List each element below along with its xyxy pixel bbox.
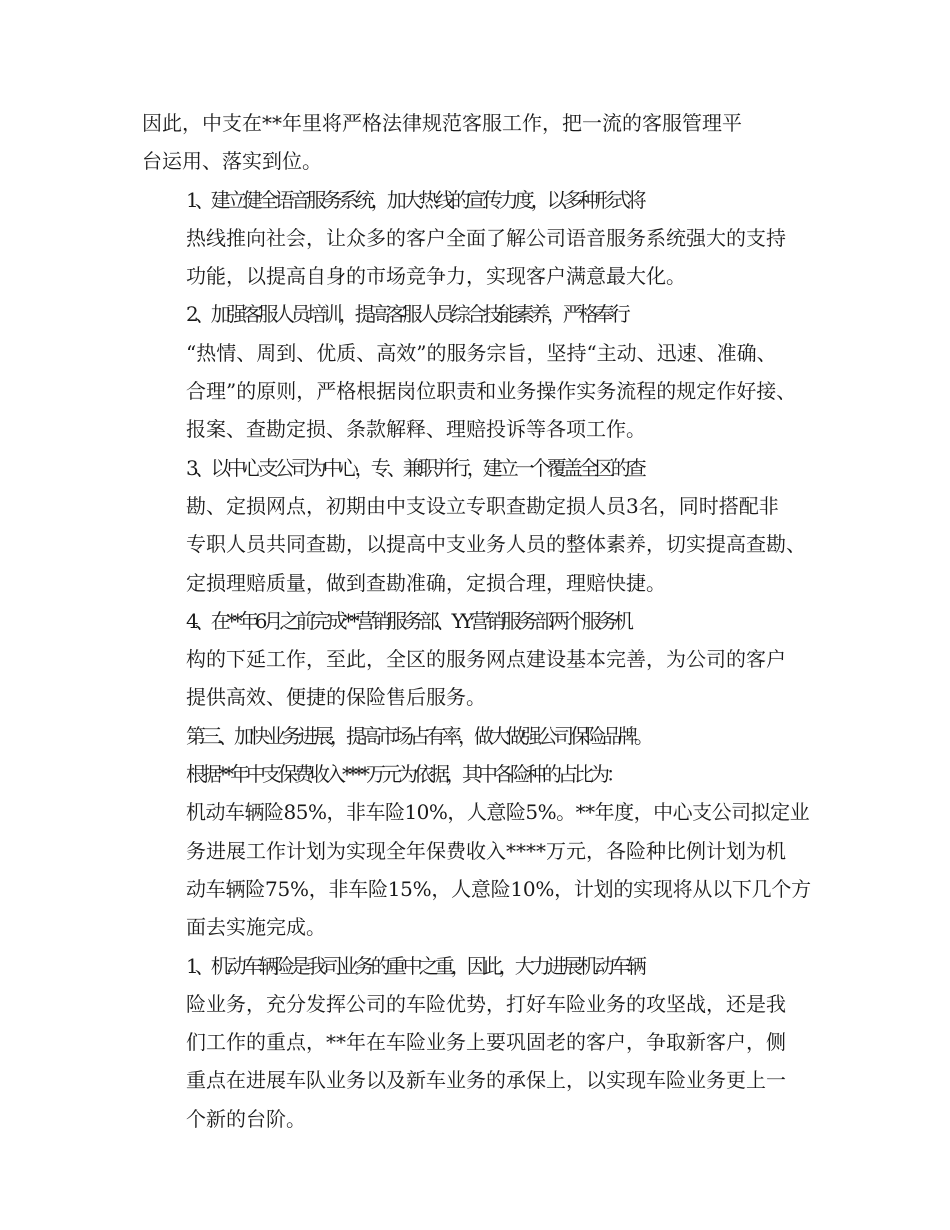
text-line: 功能，以提高自身的市场竞争力，实现客户满意最大化。 bbox=[186, 264, 686, 289]
paragraph-p4 bbox=[142, 602, 812, 717]
text-line: 们工作的重点，**年在车险业务上要巩固老的客户，争取新客户，侧 bbox=[186, 1030, 786, 1055]
text-line: 根据**年中支保费收入****万元为依据，其中各险种的占比为： bbox=[186, 762, 622, 787]
text-line: 热线推向社会，让众多的客户全面了解公司语音服务系统强大的支持 bbox=[186, 225, 786, 250]
text-line: 3、以中心支公司为中心，专、兼职并行，建立一个覆盖全区的查 bbox=[186, 455, 643, 480]
paragraph-p1 bbox=[142, 181, 812, 296]
text-line: 务进展工作计划为实现全年保费收入****万元，各险种比例计划为机 bbox=[186, 838, 786, 863]
text-line: 动车辆险75%，非车险15%，人意险10%，计划的实现将从以下几个方 bbox=[186, 876, 811, 901]
text-line: 重点在进展车队业务以及新车业务的承保上，以实现车险业务更上一 bbox=[186, 1068, 786, 1093]
paragraph-p0 bbox=[142, 104, 812, 181]
text-line: 机动车辆险85%，非车险10%，人意险5%。**年度，中心支公司拟定业 bbox=[186, 800, 810, 825]
text-line: 4、在**年6月之前完成**营销服务部、YY营销服务部两个服务机 bbox=[186, 608, 630, 633]
text-line: 1、机动车辆险是我司业务的重中之重，因此，大力进展机动车辆 bbox=[186, 953, 643, 978]
text-line: 个新的台阶。 bbox=[186, 1106, 306, 1131]
paragraph-p6 bbox=[142, 755, 812, 946]
text-line: 报案、查勘定损、条款解释、理赔投诉等各项工作。 bbox=[186, 417, 646, 442]
text-line: 面去实施完成。 bbox=[186, 915, 326, 940]
text-line: 定损理赔质量，做到查勘准确，定损合理，理赔快捷。 bbox=[186, 570, 666, 595]
paragraph-p7 bbox=[142, 947, 812, 1138]
text-line: 险业务，充分发挥公司的车险优势，打好车险业务的攻坚战，还是我 bbox=[186, 991, 786, 1016]
text-line: 勘、定损网点，初期由中支设立专职查勘定损人员3名，同时搭配非 bbox=[186, 493, 779, 518]
text-line: 专职人员共同查勘，以提高中支业务人员的整体素养，切实提高查勘、 bbox=[186, 532, 806, 557]
paragraph-p5 bbox=[142, 717, 812, 755]
text-line: 1、建立健全语音服务系统，加大热线的宣传力度，以多种形式将 bbox=[186, 187, 643, 212]
text-line: 合理”的原则，严格根据岗位职责和业务操作实务流程的规定作好接、 bbox=[186, 379, 797, 404]
text-line: 提供高效、便捷的保险售后服务。 bbox=[186, 685, 486, 710]
text-line: 2、加强客服人员培训，提高客服人员综合技能素养，严格奉行 bbox=[186, 302, 627, 327]
paragraph-p3 bbox=[142, 449, 812, 602]
text-line: 台运用、落实到位。 bbox=[142, 149, 322, 174]
text-line: 第三、加快业务进展，提高市场占有率，做大做强公司保险品牌。 bbox=[186, 723, 650, 748]
document-body bbox=[142, 104, 812, 1138]
text-line: 因此，中支在**年里将严格法律规范客服工作，把一流的客服管理平 bbox=[142, 111, 742, 135]
paragraph-p2 bbox=[142, 295, 812, 448]
text-line: 构的下延工作，至此，全区的服务网点建设基本完善，为公司的客户 bbox=[186, 647, 786, 672]
text-line: “热情、周到、优质、高效”的服务宗旨，坚持“主动、迅速、准确、 bbox=[186, 340, 777, 365]
